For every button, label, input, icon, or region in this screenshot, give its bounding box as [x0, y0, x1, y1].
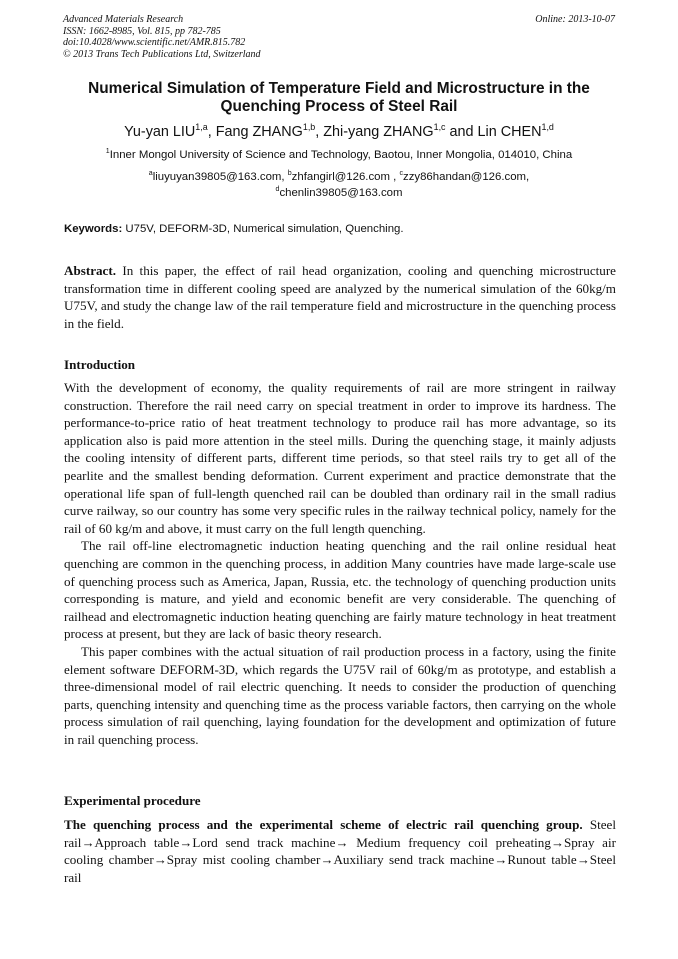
publication-header	[63, 14, 615, 60]
copyright-line: © 2013 Trans Tech Publications Ltd, Switzerland	[63, 48, 261, 60]
journal-name: Advanced Materials Research	[63, 14, 184, 25]
author: Yu-yan LIU$^{1,a}$,	[124, 122, 216, 140]
online-date: Online: 2013-10-07	[535, 14, 615, 25]
issn-line: ISSN: 1662-8985, Vol. 815, pp 782-785	[63, 25, 221, 37]
abstract	[64, 262, 616, 332]
title-line-1: Numerical Simulation of Temperature Field and Microstructure in the	[88, 80, 590, 97]
keywords	[64, 222, 616, 237]
author: Fang ZHANG$^{1,b}$,	[215, 122, 324, 140]
experimental-text: Steel rail→Approach table→Lord send track machine→ Medium frequency coil preheating→Spray air cooling chamber→Spray mist cooling chamber→Auxiliary send track machine→Runout table→Steel rail	[64, 817, 616, 885]
experimental-lead: The quenching process and the experimental scheme of electric rail quenching group.	[64, 817, 583, 832]
author-emails	[40, 170, 638, 201]
abstract-label: Abstract.	[64, 263, 116, 278]
email: $^a$liuyuyan39805@163.com,	[148, 170, 288, 183]
experimental-body	[64, 816, 616, 886]
affiliation: $^1$Inner Mongol University of Science and Technology, Baotou, Inner Mongolia, 014010, China	[105, 148, 573, 161]
author-list	[40, 123, 638, 141]
email: $^b$zhfangirl@126.com ,	[287, 170, 400, 183]
paper-title	[50, 80, 628, 116]
email: $^d$chenlin39805@163.com	[275, 185, 403, 199]
paragraph: With the development of economy, the quality requirements of rail are more stringent in railway construction. Therefore the rail need carry on special treatment in order to improve its hardness. The performance-to-price ratio of heat treatment technology to produce rail has more advantage, so its application also is paid more attention in the steel mills. During the quenching stage, it mainly adjusts the cooling intensity of different parts, different time periods, so that steel rails try to get all of the pearlite and the smallest bending deformation. Current experiment and practice demonstrate that the operational life span of full-length quenched rail can be doubled than ordinary rail in the small radius curve railway, so our country has some very specific rules in the railway technical policy, namely for the rail of 60 kg/m and above, it must carry on the full length quenching.	[64, 380, 616, 536]
keywords-text: U75V, DEFORM-3D, Numerical simulation, Quenching.	[125, 223, 404, 235]
introduction-body	[64, 379, 616, 748]
email: $^c$zzy86handan@126.com,	[399, 170, 530, 183]
paragraph: This paper combines with the actual situation of rail production process in a factory, using the finite element software DEFORM-3D, which regards the U75V rail of 60kg/m as prototype, and establish a three-dimensional model of rail electric quenching. It needs to consider the production of quenching parts, quenching intensity and quenching time as the process variable factors, then carrying on the whole process simulation of rail quenching, laying foundation for the development and optimization of future in rail quenching process.	[64, 643, 616, 747]
section-heading-experimental: Experimental procedure	[64, 793, 201, 808]
title-line-2: Quenching Process of Steel Rail	[220, 98, 458, 115]
author: Zhi-yang ZHANG$^{1,c}$ and	[323, 122, 478, 140]
abstract-text: In this paper, the effect of rail head organization, cooling and quenching microstructure transformation time in different cooling speed are analyzed by the numerical simulation of the 60kg/m U75V, and study the change law of the rail temperature field and microstructure in the quenching process in the field.	[64, 263, 616, 331]
paragraph: The rail off-line electromagnetic induction heating quenching and the rail online residual heat quenching are common in the quenching process, in addition Many countries have made large-scale use of quenching process such as America, Japan, Russia, etc. the technology of quenching production units corresponding is mature, and yield and economic benefit are very considerable. The quenching of railhead and electromagnetic induction heating quenching are fairly mature technology in heat treatment process at present, but they are lack of basic theory research.	[64, 538, 616, 642]
author: Lin CHEN$^{1,d}$	[477, 122, 554, 140]
keywords-label: Keywords:	[64, 223, 123, 235]
doi-line: doi:10.4028/www.scientific.net/AMR.815.782	[63, 37, 246, 48]
section-heading-introduction: Introduction	[64, 357, 136, 372]
